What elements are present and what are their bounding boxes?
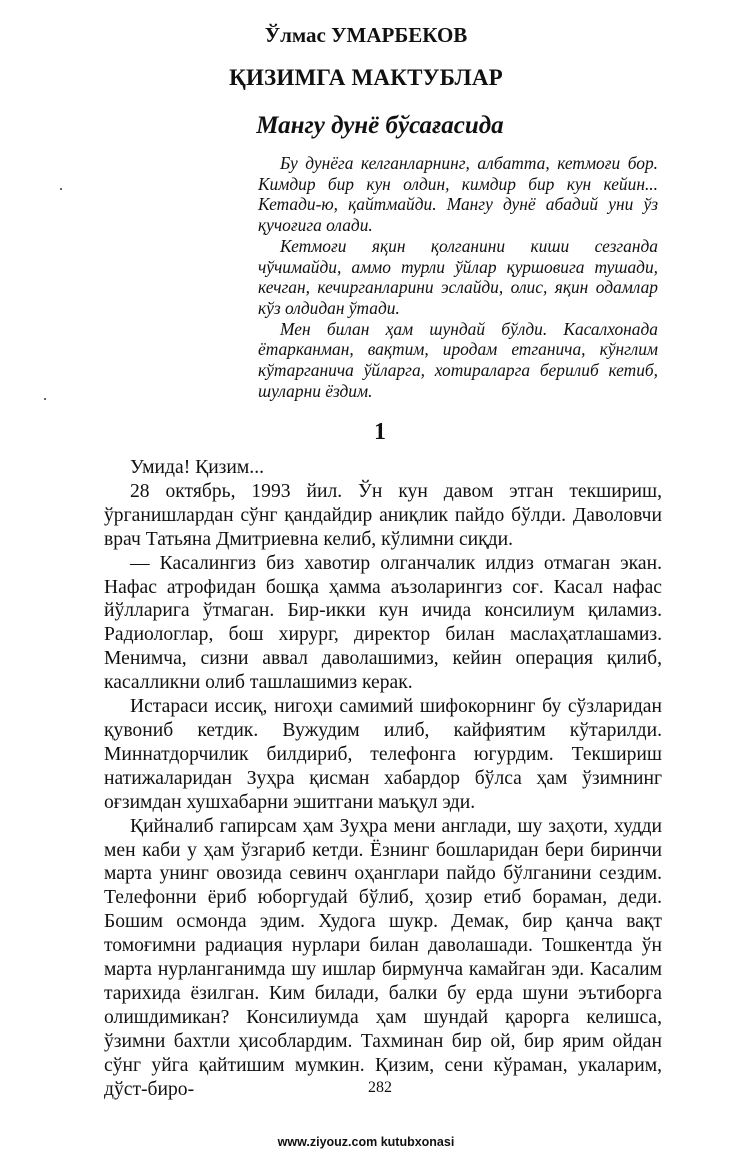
scan-speck	[60, 188, 62, 190]
epigraph-paragraph: Мен билан ҳам шундай бўлди. Касалхонада ётарканман, вақтим, иродам етганича, кўнглим кўтарганича ўйларга, хотираларга берилиб кетиб, шуларни ёздим.	[258, 318, 658, 401]
epigraph-paragraph: Кетмоғи яқин қолганини киши сезганда чўчимайди, аммо турли ўйлар қуршовига тушади, кечган, кечирганларини эслайди, олис, яқин одамлар кўз олдидан ўтади.	[258, 235, 658, 318]
page-number: 282	[368, 1079, 392, 1096]
body-paragraph: Истараси иссиқ, нигоҳи самимий шифокорнинг бу сўзларидан қувониб кетдик. Вужудим илиб, кайфиятим кўтарилди. Миннатдорчилик билдириб, телефонга югурдим. Текшириш натижаларидан Зуҳра қисман хабардор бўлса ҳам ўзимнинг оғзимдан хушхабарни эшитгани маъқул эди.	[104, 696, 662, 813]
body-text	[104, 456, 662, 1101]
body-paragraph: — Касалингиз биз хавотир олганчалик илдиз отмаган экан. Нафас атрофидан бошқа ҳамма аъзоларингиз соғ. Касал нафас йўлларига ўтмаган. Бир-икки кун ичида консилиум қиламиз. Радиологлар, бош хирург, директор билан маслаҳатлашамиз. Менимча, сизни аввал даволашимиз, кейин операция қилиб, касалликни олиб ташлашимиз керак.	[104, 552, 662, 694]
body-paragraph: Умида! Қизим...	[130, 457, 264, 478]
book-title: ҚИЗИМГА МАКТУБЛАР	[229, 65, 503, 90]
epigraph	[258, 153, 658, 401]
section-subtitle: Мангу дунё бўсағасида	[256, 112, 504, 139]
epigraph-paragraph: Бу дунёга келганларнинг, албатта, кетмоғи бор. Кимдир бир кун олдин, кимдир бир кун кейин... Кетади-ю, қайтмайди. Мангу дунё абадий уни ўз қучоғига олади.	[258, 153, 658, 236]
body-paragraph: 28 октябрь, 1993 йил. Ўн кун давом этган текшириш, ўрганишлардан сўнг қандайдир аниқлик пайдо бўлди. Даволовчи врач Татьяна Дмитриевна келиб, кўлимни сиқди.	[104, 480, 662, 550]
author-name: Ўлмас УМАРБЕКОВ	[264, 23, 468, 47]
scan-speck	[44, 398, 46, 400]
body-paragraph: Қийналиб гапирсам ҳам Зуҳра мени англади, шу заҳоти, худди мен каби у ҳам ўзгариб кетди. Ёзнинг бошларидан бери биринчи марта унинг овозида севинч оҳанглари пайдо бўлганини сездим. Телефонни ёриб юборгудай бўлиб, ҳозир етиб бораман, деди. Бошим осмонда эдим. Худога шукр. Демак, бир қанча вақт томоғимни радиация нурлари билан даволашади. Тошкентда ўн марта нурланганимда шу ишлар бирмунча камайган эди. Касалим тарихида ёзилган. Ким билади, балки бу ерда шуни эътиборга олишдимикан? Консилиумда ҳам шундай қарорга келишса, ўзимни бахтли ҳисоблардим. Тахминан бир ой, бир ярим ойдан сўнг уйга қайтишим мумкин. Қизим, сени кўраман, укаларим, дўст-биро-	[104, 815, 662, 1100]
chapter-number: 1	[374, 419, 386, 445]
footer-watermark: www.ziyouz.com kutubxonasi	[277, 1135, 455, 1149]
